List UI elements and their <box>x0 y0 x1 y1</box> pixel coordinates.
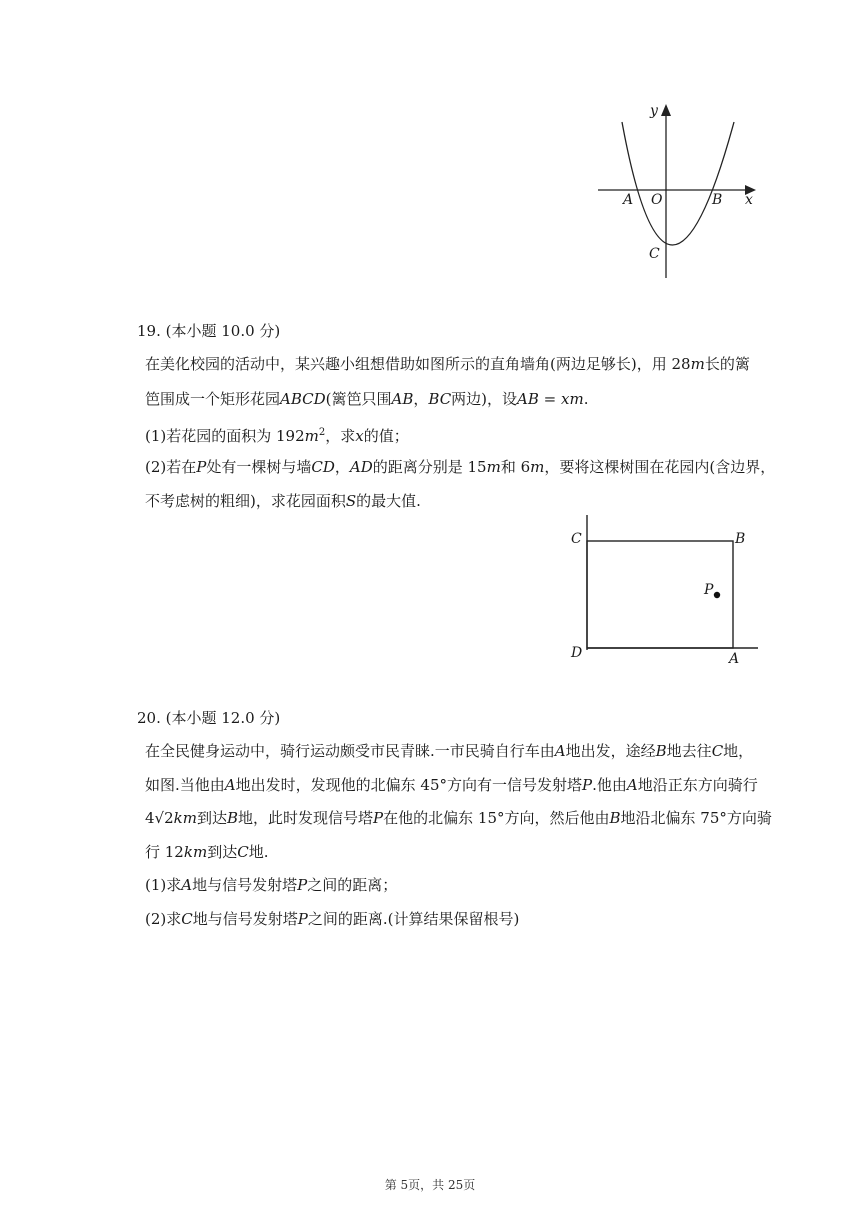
rect-label-b: B <box>735 531 746 547</box>
label-c: C <box>649 246 660 262</box>
rect-label-a: A <box>729 651 740 667</box>
rect-label-c: C <box>571 531 582 547</box>
q20-line-6: (2)求C地与信号发射塔P之间的距离.(计算结果保留根号) <box>145 910 520 928</box>
parabola-svg <box>590 100 770 280</box>
label-b: B <box>712 192 723 208</box>
q19-line-1: 在美化校园的活动中，某兴趣小组想借助如图所示的直角墙角(两边足够长)，用 28m长的篱 <box>145 355 750 373</box>
q20-line-2: 如图.当他由A地出发时，发现他的北偏东 45°方向有一信号发射塔P.他由A地沿正东方向骑行 <box>145 776 758 794</box>
rect-label-d: D <box>571 645 583 661</box>
label-o: O <box>651 192 663 208</box>
label-a: A <box>623 192 634 208</box>
tree-point <box>714 592 720 598</box>
q19-line-3: (1)若花园的面积为 $192m^2$，求x的值； <box>145 427 409 445</box>
q20-line-1: 在全民健身运动中，骑行运动颇受市民青睐.一市民骑自行车由A地出发，途经B地去往C地， <box>145 742 754 760</box>
q19-line-4: (2)若在P处有一棵树与墙CD，AD的距离分别是 15m和 6m，要将这棵树围在花园内(含边界， <box>145 458 776 476</box>
q20-line-4: 行 12km到达C地. <box>145 843 269 861</box>
label-x: x <box>745 192 753 208</box>
q19-line-2: 笆围成一个矩形花园ABCD(篱笆只围AB，BC两边)，设AB = xm. <box>145 390 589 408</box>
q20-header: 20. (本小题 12.0 分) <box>137 709 281 727</box>
page-footer: 第 5页，共 25页 <box>384 1178 476 1192</box>
rect-label-p: P <box>704 582 714 598</box>
q19-line-5: 不考虑树的粗细)，求花园面积S的最大值. <box>145 492 421 510</box>
q20-line-3: 4√2km到达B地，此时发现信号塔P在他的北偏东 15°方向，然后他由B地沿北偏东 75°方向骑 <box>145 809 772 827</box>
label-y: y <box>650 103 658 119</box>
y-axis-arrow <box>661 104 671 116</box>
rectangle-figure <box>565 510 765 670</box>
q20-line-5: (1)求A地与信号发射塔P之间的距离； <box>145 876 398 894</box>
parabola-curve <box>622 122 734 245</box>
parabola-figure <box>590 100 770 280</box>
q19-header: 19. (本小题 10.0 分) <box>137 322 281 340</box>
